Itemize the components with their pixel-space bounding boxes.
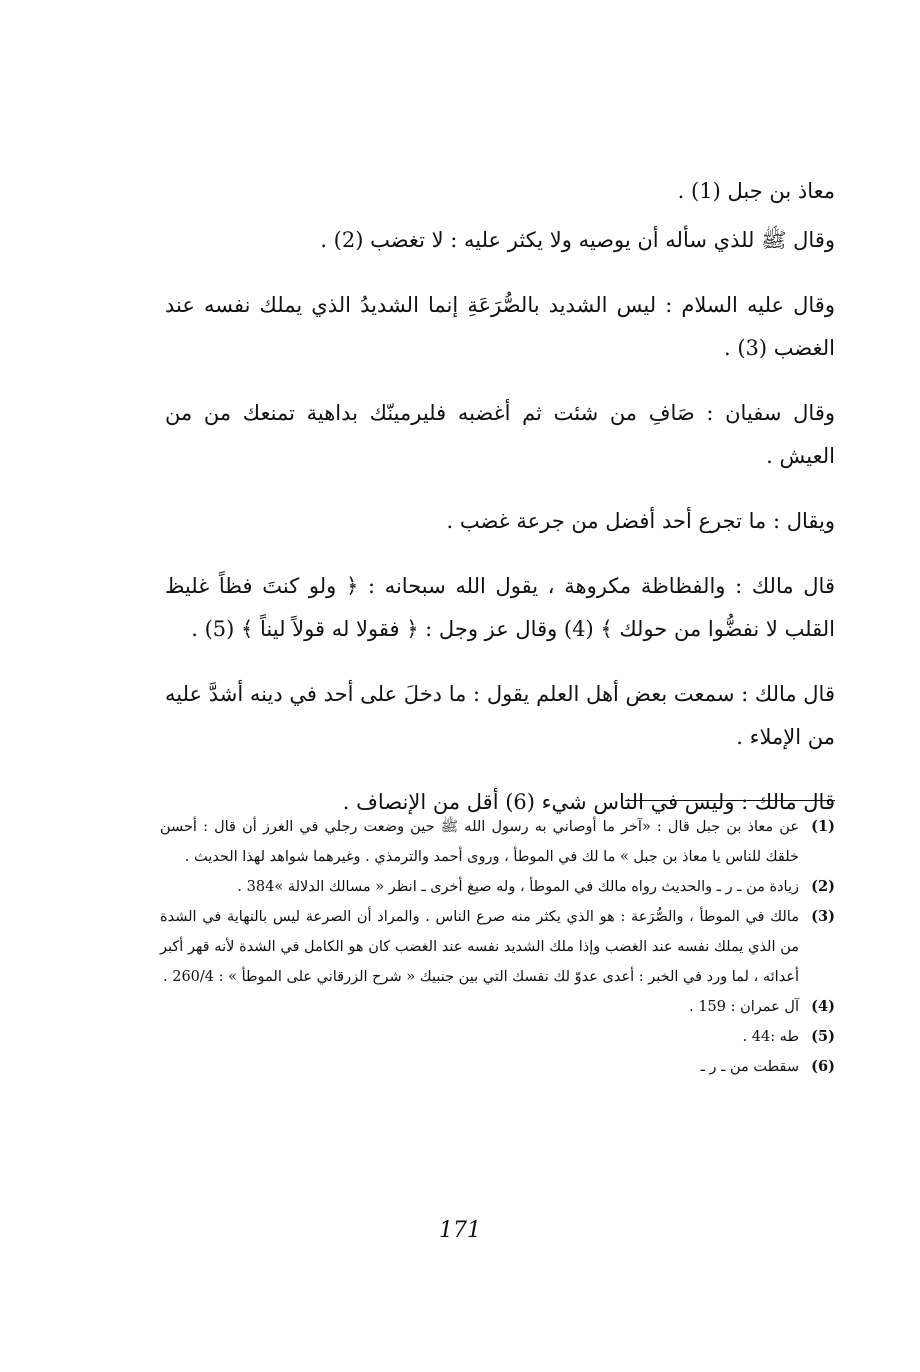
footnote [160,902,835,992]
footnote [160,992,835,1022]
paragraph: ويقال : ما تجرع أحد أفضل من جرعة غضب . [446,509,835,533]
page-number: 171 [439,1218,481,1243]
footnote-text: طه :44 . [742,1029,799,1045]
footnote-text: زيادة من ـ ر ـ والحديث رواه مالك في الموطأ ، وله صيغ أخرى ـ انظر « مسالك الدلالة »384 . [237,879,799,895]
footnote [160,872,835,902]
footnote-divider [625,800,835,801]
footnote-number: (2) [811,878,835,895]
footnote-text: آل عمران : 159 . [689,999,799,1015]
footnote-number: (6) [811,1058,835,1075]
paragraph: وقال عليه السلام : ليس الشديد بالصُّرَعَةِ إنما الشديدُ الذي يملك نفسه عند الغضب (3) . [165,293,835,360]
paragraph: قال مالك : والفظاظة مكروهة ، يقول الله سبحانه : ﴿ ولو كنتَ فظاً غليظ القلب لا نفضُّوا من حولك ﴾ (4) وقال عز وجل : ﴿ فقولا له قولاً ليناً ﴾ (5) . [165,574,835,641]
paragraph: قال مالك : سمعت بعض أهل العلم يقول : ما دخلَ على أحد في دينه أشدَّ عليه من الإملاء . [165,682,835,749]
footnote-text: سقطت من ـ ر ـ [700,1059,799,1075]
footnote [160,812,835,872]
main-text [165,170,835,846]
footnote [160,1022,835,1052]
paragraph: معاذ بن جبل (1) . [677,179,835,203]
footnote [160,1052,835,1082]
footnote-number: (4) [811,998,835,1015]
footnote-number: (3) [811,908,835,925]
footnote-number: (1) [811,818,835,835]
paragraph: قال مالك : وليس في الناس شيء (6) أقل من الإنصاف . [342,790,835,814]
footnote-number: (5) [811,1028,835,1045]
footnote-text: عن معاذ بن جبل قال : «آخر ما أوصاني به رسول الله ﷺ حين وضعت رجلي في الغرز أن قال : أحسن خلقك للناس يا معاذ بن جبل » ما لك في الموطأ ، وروى أحمد والترمذي . وغيرهما شواهد لهذا الحديث . [160,819,799,865]
footnote-text: مالك في الموطأ ، والصُّرَعة : هو الذي يكثر منه صرع الناس . والمراد أن الصرعة ليس بالنهاية في الشدة من الذي يملك نفسه عند الغضب وإذا ملك الشديد نفسه عند الغضب كان هو الكامل في الشدة لأنه قهر أكبر أعدائه ، لما ورد في الخبر : أعدى عدوّ لك نفسك التي بين جنبيك « شرح الزرقاني على الموطأ » : 260/4 . [160,909,799,985]
paragraph: وقال سفيان : صَافِ من شئت ثم أغضبه فليرمينّك بداهية تمنعك من من العيش . [165,401,835,468]
footnotes [160,812,835,1082]
paragraph: وقال ﷺ للذي سأله أن يوصيه ولا يكثر عليه : لا تغضب (2) . [320,228,835,252]
